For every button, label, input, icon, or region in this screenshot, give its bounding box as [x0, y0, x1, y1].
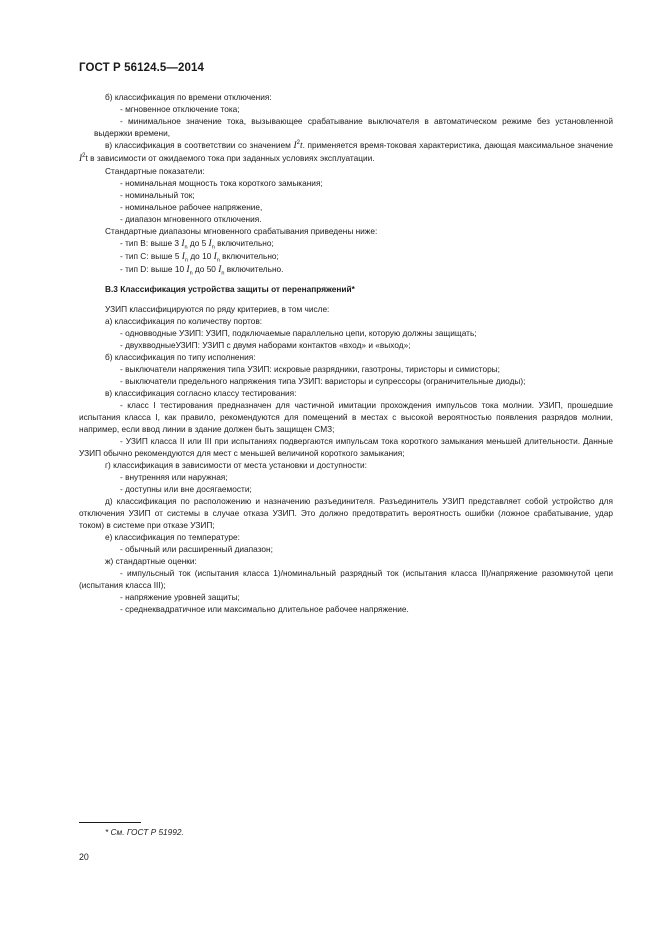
- paragraph: - импульсный ток (испытания класса 1)/номинальный разрядный ток (испытания класса II)/напряжение разомкнутой цепи (испытания класса III);: [79, 568, 613, 590]
- list-item-g-location: г) классификация в зависимости от места установки и доступности:: [105, 460, 367, 470]
- document-header: ГОСТ Р 56124.5—2014: [79, 62, 204, 74]
- list-item: - напряжение уровней защиты;: [120, 592, 240, 602]
- list-item: - обычный или расширенный диапазон;: [120, 544, 273, 554]
- list-item-zh-ratings: ж) стандартные оценки:: [105, 556, 197, 566]
- list-item-e-temperature: е) классификация по температуре:: [105, 532, 240, 542]
- list-item: - мгновенное отключение тока;: [120, 104, 240, 114]
- footnote-divider: [79, 822, 141, 823]
- footnote: * См. ГОСТ Р 51992.: [105, 827, 184, 837]
- list-item: - двухвводныеУЗИП: УЗИП с двумя наборами контактов «вход» и «выход»;: [120, 340, 411, 350]
- page-number: 20: [79, 852, 89, 862]
- list-item: - среднеквадратичное или максимально длительное рабочее напряжение.: [120, 604, 409, 614]
- list-item: - минимальное значение тока, вызывающее срабатывание выключателя в автоматическом режиме без установленной выдержки времени,: [94, 116, 613, 138]
- range-item-type-b: - тип В: выше 3 $I_n$ до 5 $I_n$ включительно;: [120, 238, 274, 251]
- list-item: - номинальная мощность тока короткого замыкания;: [120, 178, 323, 188]
- paragraph: Стандартные диапазоны мгновенного срабатывания приведены ниже:: [105, 226, 378, 236]
- list-item: - одновводные УЗИП: УЗИП, подключаемые параллельно цепи, которую должны защищать;: [120, 328, 477, 338]
- list-item-v-i2t: в) классификация в соответствии со значением $I^2t$. применяется время-токовая характеристика, дающая максимальное значение $I^2t$ в зависимости от ожидаемого тока при заданных условиях эксплуатации.: [79, 140, 613, 164]
- list-item: - выключатели напряжения типа УЗИП: искровые разрядники, газотроны, тиристоры и симисторы;: [120, 364, 500, 374]
- formula-superscript: 2: [296, 140, 300, 147]
- paragraph: Стандартные показатели:: [105, 166, 205, 176]
- list-item-d-disconnector: д) классификация по расположению и назначению разъединителя. Разъединитель УЗИП представляет собой устройство для отключения УЗИП от системы в случае отказа УЗИП. Это должно предотвратить вероятность ошибки (ложное срабатывание, удар током) в системе при отказе УЗИП;: [79, 496, 613, 530]
- formula-symbol: I: [293, 141, 297, 151]
- list-item: - номинальное рабочее напряжение,: [120, 202, 263, 212]
- list-item: - диапазон мгновенного отключения.: [120, 214, 262, 224]
- list-item: - доступны или вне досягаемости;: [120, 484, 252, 494]
- paragraph: - класс I тестирования предназначен для частичной имитации прохождения импульсов тока молнии. УЗИП, прошедшие испытания класса I, как правило, рекомендуются для помещений в местах с высокой вероятностью появления разрядов молнии, например, если ввод линии в здание должен быть защищен СМЗ;: [79, 400, 613, 434]
- formula-symbol: I: [79, 154, 83, 164]
- list-item-a-ports: а) классификация по количеству портов:: [105, 316, 263, 326]
- list-item-v-testing-class: в) классификация согласно классу тестирования:: [105, 388, 297, 398]
- document-body: [79, 91, 613, 615]
- paragraph: - УЗИП класса II или III при испытаниях подвергаются импульсам тока короткого замыкания меньшей длительности. Данные УЗИП обычно рекомендуются для мест с меньшей величиной короткого замыкания;: [79, 436, 613, 458]
- list-item-b-design: б) классификация по типу исполнения:: [105, 352, 256, 362]
- list-item-b-time: б) классификация по времени отключения:: [105, 92, 272, 102]
- list-item: - внутренняя или наружная;: [120, 472, 228, 482]
- section-heading-b3: В.3 Классификация устройства защиты от перенапряжений*: [105, 284, 355, 294]
- formula-superscript: 2: [82, 153, 86, 160]
- formula-symbol: t: [299, 141, 303, 151]
- paragraph: УЗИП классифицируются по ряду критериев, в том числе:: [105, 304, 330, 314]
- list-item: - выключатели предельного напряжения типа УЗИП: варисторы и супрессоры (ограничительные диоды);: [120, 376, 526, 386]
- range-item-type-c: - тип С: выше 5 $I_n$ до 10 $I_n$ включительно;: [120, 251, 279, 264]
- range-item-type-d: - тип D: выше 10 $I_n$ до 50 $I_n$ включительно.: [120, 264, 284, 277]
- list-item: - номинальный ток;: [120, 190, 195, 200]
